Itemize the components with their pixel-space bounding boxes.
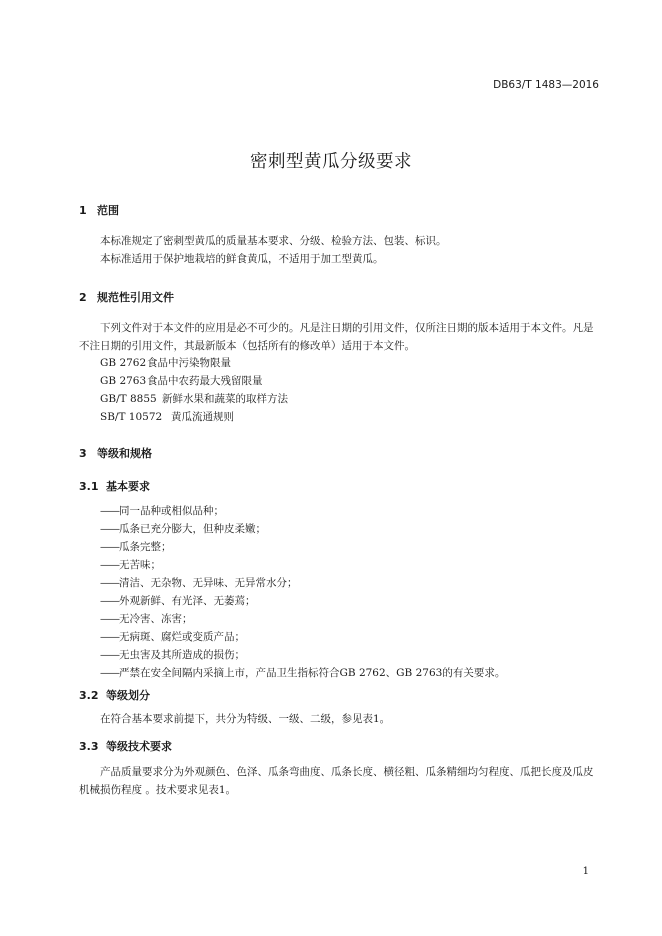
section-number: 2 bbox=[79, 291, 87, 304]
document-title: 密刺型黄瓜分级要求 bbox=[250, 152, 412, 172]
requirement-text: 无冷害、冻害； bbox=[119, 613, 193, 625]
reference-title: 食品中污染物限量 bbox=[147, 357, 231, 369]
reference-title: 黄瓜流通规则 bbox=[171, 411, 234, 423]
dash-marker: —— bbox=[100, 595, 119, 607]
subsection-3-2-heading bbox=[79, 687, 150, 703]
reference-item bbox=[100, 355, 231, 370]
subsection-title: 等级划分 bbox=[106, 689, 150, 702]
section-1-heading bbox=[79, 202, 119, 218]
references-intro bbox=[79, 319, 601, 355]
reference-code: GB 2762 bbox=[100, 357, 147, 369]
standard-code: DB63/T 1483—2016 bbox=[493, 79, 599, 91]
section-number: 1 bbox=[79, 204, 87, 217]
subsection-title: 基本要求 bbox=[106, 480, 150, 493]
section-title: 规范性引用文件 bbox=[97, 291, 174, 304]
reference-title: 食品中农药最大残留限量 bbox=[147, 375, 263, 387]
technical-requirements-paragraph bbox=[79, 763, 601, 799]
paragraph: 本标准规定了密刺型黄瓜的质量基本要求、分级、检验方法、包装、标识。 bbox=[100, 235, 447, 247]
reference-title: 新鲜水果和蔬菜的取样方法 bbox=[162, 393, 288, 405]
requirement-text: 无苦味； bbox=[119, 559, 161, 571]
reference-item bbox=[100, 409, 234, 424]
requirement-item bbox=[100, 593, 256, 608]
page-number: 1 bbox=[582, 866, 589, 877]
requirement-text: 同一品种或相似品种； bbox=[119, 505, 224, 517]
reference-item bbox=[100, 373, 263, 388]
technical-requirements-text: 产品质量要求分为外观颜色、色泽、瓜条弯曲度、瓜条长度、横径粗、瓜条精细均匀程度、瓜把长度及瓜皮机械损伤程度 。技术要求见表1。 bbox=[79, 766, 594, 796]
dash-marker: —— bbox=[100, 523, 119, 535]
reference-item bbox=[100, 391, 288, 406]
section-3-heading bbox=[79, 445, 152, 461]
requirement-item bbox=[100, 557, 161, 572]
references-intro-text: 下列文件对于本文件的应用是必不可少的。凡是注日期的引用文件，仅所注日期的版本适用于本文件。凡是不注日期的引用文件，其最新版本（包括所有的修改单）适用于本文件。 bbox=[79, 322, 594, 352]
section-number: 3 bbox=[79, 447, 87, 460]
dash-marker: —— bbox=[100, 649, 119, 661]
requirement-text: 无病斑、腐烂或变质产品； bbox=[119, 631, 245, 643]
reference-code: SB/T 10572 bbox=[100, 411, 163, 423]
requirement-text: 无虫害及其所造成的损伤； bbox=[119, 649, 245, 661]
requirement-item bbox=[100, 503, 224, 518]
dash-marker: —— bbox=[100, 667, 119, 679]
dash-marker: —— bbox=[100, 505, 119, 517]
requirement-item bbox=[100, 611, 193, 626]
requirement-text: 严禁在安全间隔内采摘上市，产品卫生指标符合GB 2762、GB 2763的有关要求。 bbox=[119, 667, 506, 679]
subsection-number: 3.2 bbox=[79, 689, 99, 702]
paragraph: 本标准适用于保护地栽培的鲜食黄瓜，不适用于加工型黄瓜。 bbox=[100, 253, 384, 265]
requirement-item bbox=[100, 575, 298, 590]
paragraph: 在符合基本要求前提下，共分为特级、一级、二级，参见表1。 bbox=[100, 713, 391, 725]
requirement-text: 清洁、无杂物、无异味、无异常水分； bbox=[119, 577, 298, 589]
requirement-text: 瓜条已充分膨大，但种皮柔嫩； bbox=[119, 523, 266, 535]
requirement-text: 外观新鲜、有光泽、无萎蔫； bbox=[119, 595, 256, 607]
requirement-item bbox=[100, 629, 245, 644]
requirement-item bbox=[100, 539, 172, 554]
requirement-item bbox=[100, 647, 245, 662]
section-2-heading bbox=[79, 289, 174, 305]
subsection-number: 3.3 bbox=[79, 740, 99, 753]
dash-marker: —— bbox=[100, 541, 119, 553]
dash-marker: —— bbox=[100, 559, 119, 571]
subsection-3-1-heading bbox=[79, 478, 150, 494]
requirement-item bbox=[100, 665, 505, 680]
dash-marker: —— bbox=[100, 613, 119, 625]
requirement-item bbox=[100, 521, 266, 536]
reference-code: GB 2763 bbox=[100, 375, 147, 387]
subsection-3-3-heading bbox=[79, 738, 172, 754]
dash-marker: —— bbox=[100, 577, 119, 589]
reference-code: GB/T 8855 bbox=[100, 393, 157, 405]
requirement-text: 瓜条完整； bbox=[119, 541, 172, 553]
subsection-number: 3.1 bbox=[79, 480, 99, 493]
dash-marker: —— bbox=[100, 631, 119, 643]
section-title: 等级和规格 bbox=[97, 447, 152, 460]
subsection-title: 等级技术要求 bbox=[106, 740, 172, 753]
section-title: 范围 bbox=[97, 204, 119, 217]
